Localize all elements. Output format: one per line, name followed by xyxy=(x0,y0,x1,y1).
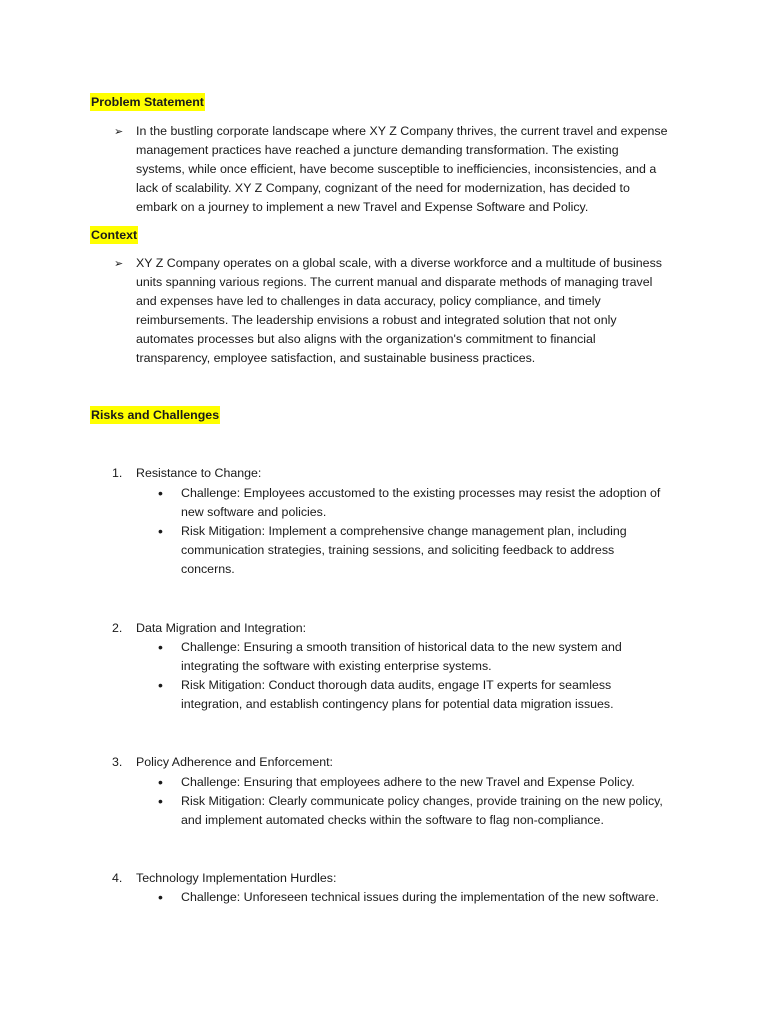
list-number: 2. xyxy=(112,621,123,635)
risk-title: Policy Adherence and Enforcement: xyxy=(136,755,333,769)
text-line: embark on a journey to implement a new Travel and Expense Software and Policy. xyxy=(136,200,589,214)
context-text xyxy=(136,254,686,368)
bullet-text xyxy=(181,484,686,522)
list-number: 1. xyxy=(112,466,123,480)
bullet-text xyxy=(181,676,686,714)
bullet-icon: • xyxy=(158,523,163,539)
bullet-icon: • xyxy=(158,485,163,501)
bullet-icon: • xyxy=(158,639,163,655)
text-line: Risk Mitigation: Clearly communicate policy changes, provide training on the new policy, xyxy=(181,794,663,808)
text-line: In the bustling corporate landscape where XY Z Company thrives, the current travel and expense xyxy=(136,124,668,138)
text-line: systems, while once efficient, have become susceptible to inefficiencies, inconsistencies, and a xyxy=(136,162,657,176)
bullet-text xyxy=(181,773,686,792)
text-line: XY Z Company operates on a global scale, with a diverse workforce and a multitude of business xyxy=(136,256,662,270)
problem-statement-heading: Problem Statement xyxy=(91,95,204,109)
risk-title: Technology Implementation Hurdles: xyxy=(136,871,337,885)
text-line: Challenge: Ensuring a smooth transition of historical data to the new system and xyxy=(181,640,622,654)
arrow-bullet-icon: ➢ xyxy=(114,258,124,270)
text-line: Risk Mitigation: Conduct thorough data audits, engage IT experts for seamless xyxy=(181,678,612,692)
text-line: integrating the software with existing enterprise systems. xyxy=(181,659,492,673)
bullet-text xyxy=(181,792,686,830)
text-line: communication strategies, training sessions, and soliciting feedback to address xyxy=(181,543,615,557)
text-line: lack of scalability. XY Z Company, cognizant of the need for modernization, has decided to xyxy=(136,181,630,195)
list-number: 3. xyxy=(112,755,123,769)
text-line: transparency, employee satisfaction, and sustainable business practices. xyxy=(136,351,536,365)
context-heading: Context xyxy=(91,228,138,242)
text-line: and expenses have led to challenges in data accuracy, policy compliance, and timely xyxy=(136,294,601,308)
bullet-icon: • xyxy=(158,677,163,693)
bullet-text xyxy=(181,638,686,676)
text-line: units spanning various regions. The current manual and disparate methods of managing travel xyxy=(136,275,653,289)
bullet-icon: • xyxy=(158,774,163,790)
bullet-icon: • xyxy=(158,889,163,905)
risk-title: Resistance to Change: xyxy=(136,466,262,480)
text-line: Challenge: Ensuring that employees adhere to the new Travel and Expense Policy. xyxy=(181,775,635,789)
list-number: 4. xyxy=(112,871,123,885)
bullet-text xyxy=(181,522,686,579)
text-line: reimbursements. The leadership envisions a robust and integrated solution that not only xyxy=(136,313,617,327)
arrow-bullet-icon: ➢ xyxy=(114,126,124,138)
bullet-icon: • xyxy=(158,793,163,809)
text-line: concerns. xyxy=(181,562,235,576)
risk-title: Data Migration and Integration: xyxy=(136,621,307,635)
text-line: automates processes but also aligns with the organization's commitment to financial xyxy=(136,332,596,346)
text-line: Challenge: Unforeseen technical issues during the implementation of the new software. xyxy=(181,890,660,904)
problem-statement-text xyxy=(136,122,686,217)
text-line: Risk Mitigation: Implement a comprehensive change management plan, including xyxy=(181,524,627,538)
risks-heading: Risks and Challenges xyxy=(91,408,220,422)
bullet-text xyxy=(181,888,686,907)
text-line: new software and policies. xyxy=(181,505,327,519)
text-line: and implement automated checks within the software to flag non-compliance. xyxy=(181,813,604,827)
text-line: Challenge: Employees accustomed to the existing processes may resist the adoption of xyxy=(181,486,661,500)
text-line: management practices have reached a juncture demanding transformation. The existing xyxy=(136,143,619,157)
text-line: integration, and establish contingency plans for potential data migration issues. xyxy=(181,697,614,711)
